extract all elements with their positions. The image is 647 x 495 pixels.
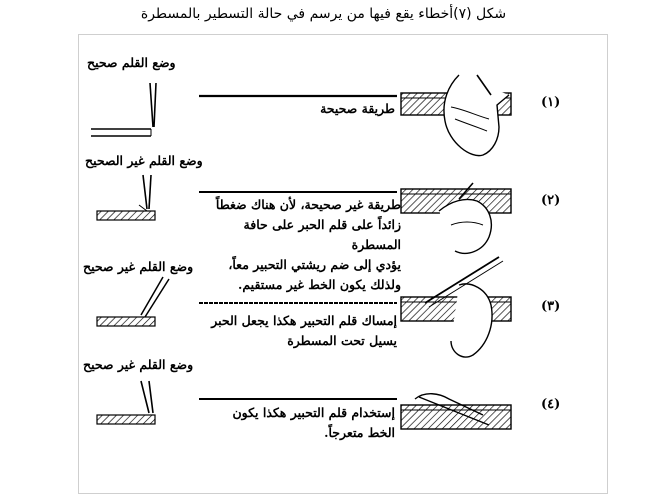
row3-pen-diagram [97, 277, 169, 326]
figure-panel [78, 34, 608, 494]
row1-pen-label: وضع القلم صحيح [87, 55, 176, 70]
figure-caption: شكل (٧)أخطاء يقع فيها من يرسم في حالة التسطير بالمسطرة [140, 6, 507, 22]
row3-number: (٣) [541, 299, 561, 314]
row1-hand-illustration [401, 75, 511, 156]
row2-pen-diagram [97, 175, 155, 220]
row3-hand-illustration [401, 257, 511, 357]
row4-pen-diagram [97, 381, 155, 424]
row1-number: (١) [541, 95, 561, 110]
row4-number: (٤) [541, 397, 561, 412]
row4-hand-illustration [401, 394, 511, 429]
row1-pen-diagram [91, 83, 156, 136]
row1-description: طريقة صحيحة [320, 101, 395, 116]
row4-description: إستخدام قلم التحبير هكذا يكون الخط متعرجاً. [232, 405, 395, 440]
row3-pen-label: وضع القلم غير صحيح [83, 259, 194, 274]
row2-number: (٢) [541, 193, 561, 208]
row2-description: طريقة غير صحيحة، لأن هناك ضغطاً زائداً على قلم الحبر على حافة المسطرة يؤدي إلى ضم ريشتي التحبير معاً، ولذلك يكون الخط غير مستقيم. [215, 197, 401, 292]
row4-pen-label: وضع القلم غير صحيح [83, 357, 194, 372]
row2-pen-label: وضع القلم غير الصحيح [85, 153, 203, 168]
row2-hand-illustration [401, 183, 511, 253]
row3-description: إمساك قلم التحبير هكذا يجعل الحبر يسيل تحت المسطرة [211, 313, 397, 348]
